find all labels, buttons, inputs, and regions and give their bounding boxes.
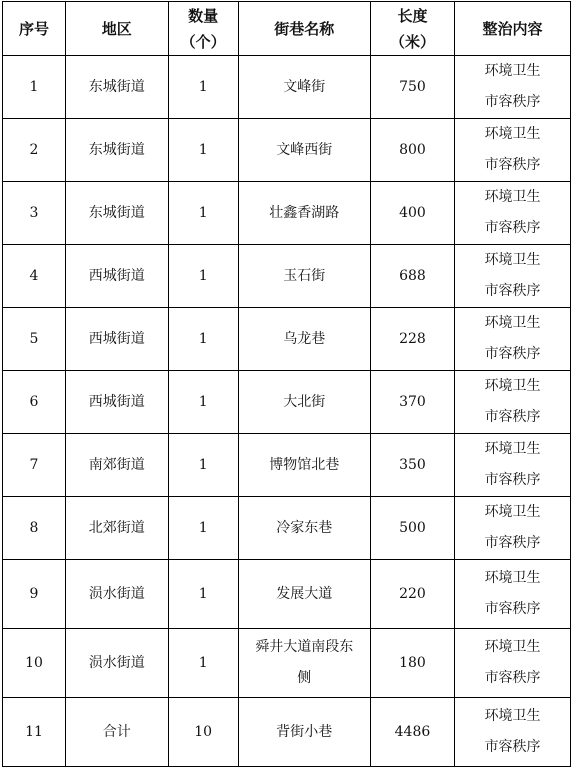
cell-street-name-line: 发展大道 [276, 585, 333, 602]
cell-index: 7 [3, 434, 66, 497]
cell-content-line: 环境卫生 [484, 126, 541, 142]
cell-area: 合计 [65, 698, 168, 767]
header-length-line2: （米） [389, 32, 435, 51]
cell-quantity: 10 [168, 698, 238, 767]
cell-content-line: 环境卫生 [484, 315, 541, 331]
cell-quantity: 1 [168, 629, 238, 698]
cell-length: 400 [370, 182, 454, 245]
cell-index: 6 [3, 371, 66, 434]
cell-content-line: 市容秩序 [484, 409, 541, 425]
cell-street-name [238, 497, 370, 560]
cell-quantity: 1 [168, 308, 238, 371]
cell-length: 750 [370, 56, 454, 119]
cell-content [455, 434, 571, 497]
cell-content-line: 市容秩序 [484, 220, 541, 236]
header-length-line1: 长度 [397, 6, 428, 25]
cell-content [455, 119, 571, 182]
cell-content-line: 市容秩序 [484, 283, 541, 299]
cell-content [455, 560, 571, 629]
cell-quantity: 1 [168, 119, 238, 182]
cell-length: 350 [370, 434, 454, 497]
cell-quantity: 1 [168, 434, 238, 497]
cell-content-line: 市容秩序 [484, 472, 541, 488]
cell-length: 228 [370, 308, 454, 371]
cell-content-line: 环境卫生 [484, 378, 541, 394]
table-row [3, 56, 571, 119]
cell-content [455, 182, 571, 245]
cell-content [455, 371, 571, 434]
cell-content-line: 环境卫生 [484, 708, 541, 724]
cell-content-line: 市容秩序 [484, 346, 541, 362]
cell-street-name-line: 博物馆北巷 [269, 456, 340, 473]
cell-area: 涢水街道 [65, 629, 168, 698]
header-street-name: 街巷名称 [238, 2, 370, 56]
cell-length: 500 [370, 497, 454, 560]
cell-street-name-line: 冷家东巷 [276, 519, 333, 536]
cell-street-name [238, 308, 370, 371]
cell-length: 688 [370, 245, 454, 308]
cell-index: 1 [3, 56, 66, 119]
cell-street-name-line: 文峰街 [283, 78, 326, 95]
cell-length: 4486 [370, 698, 454, 767]
cell-content-line: 环境卫生 [484, 189, 541, 205]
cell-street-name-line: 玉石街 [283, 267, 326, 284]
cell-street-name-line: 乌龙巷 [283, 330, 326, 347]
header-content: 整治内容 [455, 2, 571, 56]
cell-quantity: 1 [168, 56, 238, 119]
cell-street-name-line: 背街小巷 [276, 723, 333, 740]
table-row [3, 434, 571, 497]
table-row [3, 560, 571, 629]
cell-street-name [238, 245, 370, 308]
cell-quantity: 1 [168, 182, 238, 245]
cell-content [455, 308, 571, 371]
header-length [370, 2, 454, 56]
cell-index: 8 [3, 497, 66, 560]
cell-index: 2 [3, 119, 66, 182]
cell-street-name-line: 大北街 [283, 393, 326, 410]
cell-content-line: 市容秩序 [484, 535, 541, 551]
cell-index: 5 [3, 308, 66, 371]
cell-street-name [238, 371, 370, 434]
cell-length: 180 [370, 629, 454, 698]
cell-area: 东城街道 [65, 182, 168, 245]
header-area: 地区 [65, 2, 168, 56]
cell-content-line: 环境卫生 [484, 639, 541, 655]
cell-area: 西城街道 [65, 308, 168, 371]
cell-street-name [238, 119, 370, 182]
cell-area: 涢水街道 [65, 560, 168, 629]
cell-content-line: 环境卫生 [484, 252, 541, 268]
cell-content-line: 环境卫生 [484, 441, 541, 457]
street-renovation-table [2, 1, 571, 767]
cell-index: 4 [3, 245, 66, 308]
table-row [3, 497, 571, 560]
cell-length: 370 [370, 371, 454, 434]
cell-index: 3 [3, 182, 66, 245]
table-row [3, 119, 571, 182]
table-body [3, 56, 571, 767]
cell-content-line: 市容秩序 [484, 739, 541, 755]
cell-street-name [238, 56, 370, 119]
table-row [3, 182, 571, 245]
cell-quantity: 1 [168, 245, 238, 308]
header-row [3, 2, 571, 56]
cell-street-name-line: 侧 [297, 670, 312, 686]
cell-content-line: 市容秩序 [484, 601, 541, 617]
cell-area: 北郊街道 [65, 497, 168, 560]
table-row [3, 308, 571, 371]
cell-index: 9 [3, 560, 66, 629]
cell-quantity: 1 [168, 371, 238, 434]
cell-area: 东城街道 [65, 119, 168, 182]
cell-street-name-line: 舜井大道南段东 [255, 639, 354, 655]
header-index: 序号 [3, 2, 66, 56]
cell-street-name-line: 文峰西街 [276, 141, 333, 158]
cell-content-line: 环境卫生 [484, 504, 541, 520]
table-row [3, 698, 571, 767]
header-quantity [168, 2, 238, 56]
cell-content [455, 698, 571, 767]
cell-content-line: 市容秩序 [484, 157, 541, 173]
cell-content [455, 629, 571, 698]
table-row [3, 371, 571, 434]
cell-length: 220 [370, 560, 454, 629]
cell-content [455, 497, 571, 560]
cell-index: 11 [3, 698, 66, 767]
cell-content-line: 市容秩序 [484, 94, 541, 110]
cell-content-line: 环境卫生 [484, 63, 541, 79]
cell-index: 10 [3, 629, 66, 698]
cell-street-name-line: 壮鑫香湖路 [269, 204, 340, 221]
cell-content [455, 245, 571, 308]
cell-street-name [238, 698, 370, 767]
cell-area: 西城街道 [65, 245, 168, 308]
cell-length: 800 [370, 119, 454, 182]
cell-street-name [238, 434, 370, 497]
cell-quantity: 1 [168, 497, 238, 560]
header-quantity-line1: 数量 [188, 6, 219, 25]
cell-quantity: 1 [168, 560, 238, 629]
table-row [3, 629, 571, 698]
cell-area: 西城街道 [65, 371, 168, 434]
cell-content-line: 市容秩序 [484, 670, 541, 686]
cell-content-line: 环境卫生 [484, 570, 541, 586]
cell-street-name [238, 560, 370, 629]
cell-content [455, 56, 571, 119]
cell-street-name [238, 182, 370, 245]
cell-area: 东城街道 [65, 56, 168, 119]
cell-area: 南郊街道 [65, 434, 168, 497]
table-row [3, 245, 571, 308]
cell-street-name [238, 629, 370, 698]
header-quantity-line2: （个） [180, 32, 226, 51]
